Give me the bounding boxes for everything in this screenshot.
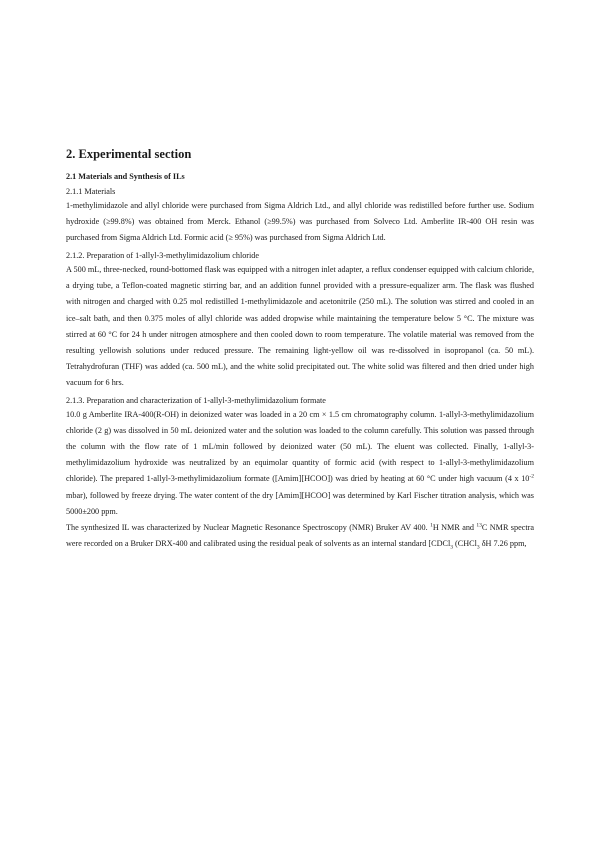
subsection-title-2-1: 2.1 Materials and Synthesis of ILs [66, 172, 185, 181]
text-run: The synthesized IL was characterized by Nuclear Magnetic Resonance Spectroscopy (NMR) Bruker AV 400. [66, 522, 431, 532]
materials-paragraph: 1-methylimidazole and allyl chloride were purchased from Sigma Aldrich Ltd., and allyl chloride was redistilled before further use. Sodium hydroxide (≥99.8%) was obtained from Merck. Ethanol (≥99.5%) was purchased from Solveco Ltd. Amberlite IR-400 OH resin was purchased from Sigma Aldrich Ltd. Formic acid (≥ 95%) was purchased from Sigma Aldrich Ltd. [66, 201, 534, 243]
subsection-title-2-1-1: 2.1.1 Materials [66, 187, 116, 196]
subscript: 3 [476, 544, 480, 551]
text-run: 10.0 g Amberlite IRA-400(R-OH) in deionized water was loaded in a 20 cm × 1.5 cm chromatography column. 1-allyl-3-methylimidazolium chloride (2 g) was dissolved in 50 mL deionized water and the solution was loaded to the column carefully. This solution was passed through the column with the flow rate of 1 mL/min followed by deionized water (50 mL). The eluent was collected. Finally, 1-allyl-3-methylimidazolium hydroxide was neutralized by an equimolar quantity of formic acid (with respect to 1-allyl-3-methylimidazolium chloride). The prepared 1-allyl-3-methylimidazolium formate ([Amim][HCOO]) was dried by heating at 60 °C under high vacuum (4 x 10 [66, 410, 534, 484]
text-run: mbar), followed by freeze drying. The water content of the dry [Amim][HCOO] was determined by Karl Fischer titration analysis, which was 5000±200 ppm. [66, 490, 534, 516]
text-run: δH 7.26 ppm, [479, 538, 527, 548]
subsection-title-2-1-2: 2.1.2. Preparation of 1-allyl-3-methylimidazolium chloride [66, 251, 260, 261]
preparation-chloride-paragraph: A 500 mL, three-necked, round-bottomed flask was equipped with a nitrogen inlet adapter, a reflux condenser equipped with calcium chloride, a drying tube, a Teflon-coated magnetic stirring bar, and an addition funnel provided with a pressure-equalizer arm. The flask was flushed with nitrogen and charged with 0.25 mol redistilled 1-methylimidazole and acetonitrile (250 mL). The solution was stirred and cooled in an ice–salt bath, and then 0.375 moles of allyl chloride was added dropwise while maintaining the temperature below 5 °C. The mixture was stirred at 60 °C for 24 h under nitrogen atmosphere and then cooled down to room temperature. The volatile material was removed from the resulting yellowish solutions under reduced pressure. The remaining light-yellow oil was re-dissolved in isopropanol (ca. 50 mL). Tetrahydrofuran (THF) was added (ca. 500 mL), and the white solid precipitated out. The white solid was filtered and then dried under high vacuum for 6 hrs. [66, 265, 534, 387]
document-page [66, 146, 534, 552]
preparation-formate-paragraph [66, 407, 534, 520]
text-run: C NMR spectra were recorded on a Bruker DRX-400 and calibrated using the residual peak of solvents as an internal standard [CDCl [66, 522, 534, 548]
superscript: 1 [430, 521, 433, 528]
text-run: H NMR and [432, 522, 477, 532]
superscript: 13 [476, 521, 482, 528]
superscript: -2 [529, 473, 534, 480]
characterization-paragraph [66, 520, 534, 552]
section-title: 2. Experimental section [66, 147, 192, 161]
text-run: (CHCl [453, 538, 477, 548]
subsection-title-2-1-3: 2.1.3. Preparation and characterization of 1-allyl-3-methylimidazolium formate [66, 396, 326, 406]
subscript: 3 [450, 544, 453, 551]
